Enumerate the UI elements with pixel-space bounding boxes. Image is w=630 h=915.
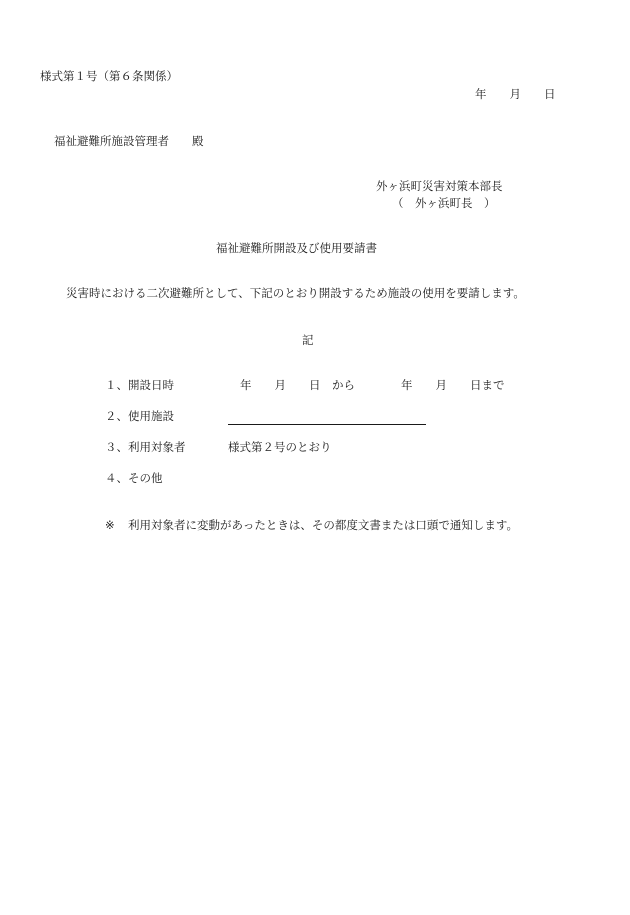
item-label: ３、利用対象者 xyxy=(105,440,186,454)
item-label: ４、その他 xyxy=(105,471,163,485)
item-label: １、開設日時 xyxy=(105,378,174,392)
body-text: 災害時における二次避難所として、下記のとおり開設するため施設の使用を要請します。 xyxy=(66,286,525,300)
sender-name: （ 外ヶ浜町長 ） xyxy=(392,196,496,210)
item-value-to: 年 月 日まで xyxy=(401,378,505,392)
note-mark: ※ xyxy=(105,518,115,532)
item-value: 様式第２号のとおり xyxy=(228,440,332,454)
sender-title: 外ヶ浜町災害対策本部長 xyxy=(376,179,503,193)
facility-underline xyxy=(228,424,426,425)
addressee: 福祉避難所施設管理者 殿 xyxy=(54,134,204,148)
note-text: 利用対象者に変動があったときは、その都度文書または口頭で通知します。 xyxy=(128,518,518,532)
form-number: 様式第１号（第６条関係） xyxy=(40,69,178,83)
item-value-from: 年 月 日 から xyxy=(240,378,355,392)
ki-heading: 記 xyxy=(302,333,314,347)
document-title: 福祉避難所開設及び使用要請書 xyxy=(216,241,377,255)
date-line: 年 月 日 xyxy=(475,87,556,101)
item-label: ２、使用施設 xyxy=(105,409,174,423)
